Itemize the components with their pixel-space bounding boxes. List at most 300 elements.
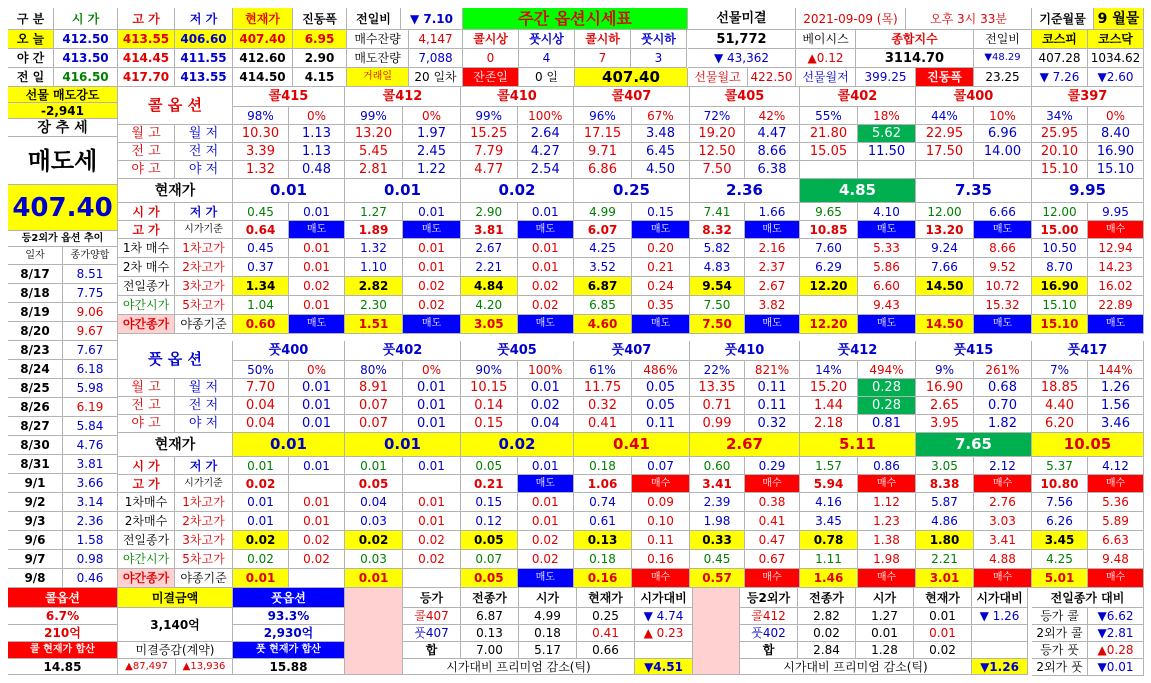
put-strike-7: 풋417	[1032, 341, 1144, 361]
put-nsig-6[interactable]: 매수	[974, 569, 1032, 588]
put-strike-4: 풋410	[690, 341, 800, 361]
put-r2-1: 0.01	[403, 512, 461, 531]
t1-r2-0: 합	[403, 642, 461, 659]
header-open: 시 가	[54, 8, 118, 30]
call-b1-2: 2.67	[461, 239, 518, 258]
call-pc-0: 1.34	[233, 277, 289, 296]
put-r1-7: 5.36	[1088, 493, 1144, 512]
call-pctB-2: 100%	[518, 107, 575, 125]
call-b2-1: 1.10	[345, 258, 403, 277]
call-nc-0: 0.60	[233, 315, 289, 334]
call-ns-3: 6.85	[574, 296, 632, 315]
put-b1-7: 7.56	[1032, 493, 1088, 512]
put-m_lo-4: 0.11	[745, 379, 800, 397]
put-pc-7: 3.45	[1032, 531, 1088, 550]
top-label-2: 전 일	[8, 68, 54, 87]
call-strike-6: 콜400	[916, 87, 1032, 107]
call-sig-1[interactable]: 매도	[403, 221, 461, 239]
put-m_lo-3: 0.05	[632, 379, 690, 397]
call-n_hi-3: 6.86	[574, 161, 632, 179]
hist-val-6: 5.98	[63, 379, 118, 398]
call-p_hi-3: 9.71	[574, 143, 632, 161]
put-pc-label: 전일종가	[118, 531, 175, 550]
call-pctA-0: 98%	[233, 107, 289, 125]
put-m_lo-0: 0.01	[289, 379, 345, 397]
prev-comp-label: 전일비	[974, 30, 1032, 49]
put-n_hi-7: 6.20	[1032, 415, 1088, 433]
call-b2-6: 7.66	[916, 258, 974, 277]
call-nbasis-label: 야종기준	[175, 315, 233, 334]
put-nsig-2[interactable]: 매도	[518, 569, 575, 588]
hist-title: 등2외가 옵션 추이	[8, 231, 118, 247]
call-sig-7[interactable]: 매수	[1088, 221, 1144, 239]
call-pct: 6.7%	[8, 608, 118, 625]
hist-val-8: 5.84	[63, 417, 118, 436]
call-low-0: 0.01	[289, 203, 345, 221]
put-ns-6: 2.21	[916, 550, 974, 569]
put-strike-2: 풋405	[461, 341, 574, 361]
header-range: 진동폭	[293, 8, 347, 30]
put-ns-1: 0.03	[345, 550, 403, 569]
call-n_hi-2: 4.77	[461, 161, 518, 179]
call-low-6: 6.66	[974, 203, 1032, 221]
put-pctA-3: 61%	[574, 361, 632, 379]
put-r2-2: 0.01	[518, 512, 575, 531]
put-ns-4: 0.45	[690, 550, 745, 569]
call-m_lo-2: 2.64	[518, 125, 575, 143]
call-m_hi-3: 17.15	[574, 125, 632, 143]
call-n_hi-0: 1.32	[233, 161, 289, 179]
t2-r1-1: 0.02	[798, 625, 856, 642]
t1-h-2: 시가	[519, 588, 577, 608]
call-r3-7: 16.02	[1088, 277, 1144, 296]
put-nsig-0[interactable]	[289, 569, 345, 588]
call-r2-2: 0.01	[518, 258, 575, 277]
call-low-2: 0.01	[518, 203, 575, 221]
put-low-1: 0.01	[403, 457, 461, 475]
call-r2-4: 2.37	[745, 258, 800, 277]
t1-h-3: 현재가	[577, 588, 635, 608]
put-r2-label: 2차고가	[175, 512, 233, 531]
call-r5-6: 15.32	[974, 296, 1032, 315]
t2-h-4: 시가대비	[972, 588, 1028, 608]
call-nsig-5[interactable]: 매도	[858, 315, 916, 334]
top-open-2: 416.50	[54, 68, 118, 87]
call-open-label: 시 가	[118, 203, 175, 221]
ask-rem-label: 매도잔량	[347, 49, 409, 68]
put-cur-3: 0.41	[574, 433, 690, 457]
t1-h-4: 시가대비	[635, 588, 693, 608]
t2-foot: 시가대비 프리미엄 감소(틱)	[740, 659, 972, 675]
header-prev: 전일비	[347, 8, 401, 30]
call-nsig-2[interactable]: 매도	[518, 315, 575, 334]
put-p_lo-7: 1.56	[1088, 397, 1144, 415]
hist-val-13: 2.36	[63, 512, 118, 531]
put-b2-7: 6.26	[1032, 512, 1088, 531]
put-n_lo-0: 0.01	[289, 415, 345, 433]
top-open-0: 412.50	[54, 30, 118, 49]
put-pc-5: 0.78	[800, 531, 858, 550]
call-r2-3: 0.21	[632, 258, 690, 277]
call-low-label: 저 가	[175, 203, 233, 221]
put-nbasis-label: 야종기준	[175, 569, 233, 588]
call-r5-1: 0.02	[403, 296, 461, 315]
call-low-1: 0.01	[403, 203, 461, 221]
call-sig-5[interactable]: 매도	[858, 221, 916, 239]
call-b1-4: 5.82	[690, 239, 745, 258]
put-sig-2[interactable]: 매도	[518, 475, 575, 493]
call-open-0: 0.45	[233, 203, 289, 221]
hist-date-4: 8/23	[8, 341, 63, 360]
put-r1-6: 2.76	[974, 493, 1032, 512]
top-label-1: 야 간	[8, 49, 54, 68]
call-pc-4: 9.54	[690, 277, 745, 296]
call-m_lo-3: 3.48	[632, 125, 690, 143]
put-r1-3: 0.09	[632, 493, 690, 512]
put-r1-label: 1차고가	[175, 493, 233, 512]
t2-r0-2: 1.27	[856, 608, 914, 625]
put-high-5: 5.94	[800, 475, 858, 493]
call-nsig-3[interactable]: 매도	[632, 315, 690, 334]
put-m_hi-1: 8.91	[345, 379, 403, 397]
call-nc-7: 15.10	[1032, 315, 1088, 334]
put-mon_lo-label: 월 저	[175, 379, 233, 397]
put_dn-val: 3	[631, 49, 687, 68]
put-nsig-5[interactable]: 매수	[858, 569, 916, 588]
put-n_lo-4: 0.32	[745, 415, 800, 433]
put-open-3: 0.18	[574, 457, 632, 475]
put-high-3: 1.06	[574, 475, 632, 493]
call-ns-2: 4.20	[461, 296, 518, 315]
t1-r1-2: 0.18	[519, 625, 577, 642]
call-p_hi-5: 15.05	[800, 143, 858, 161]
put-r2-3: 0.10	[632, 512, 690, 531]
put_up-val: 4	[519, 49, 575, 68]
put-sig-5[interactable]: 매수	[858, 475, 916, 493]
hist-val-2: 9.06	[63, 303, 118, 322]
call-r3-1: 0.02	[403, 277, 461, 296]
put-pc-6: 1.80	[916, 531, 974, 550]
call-opt-label: 콜옵션	[8, 588, 118, 608]
put-r1-4: 0.38	[745, 493, 800, 512]
call-nsig-0[interactable]: 매도	[289, 315, 345, 334]
top-high-2: 417.70	[118, 68, 175, 87]
kospi-val: 407.28	[1032, 49, 1088, 68]
header-cur: 현재가	[233, 8, 293, 30]
top-range-0: 6.95	[293, 30, 347, 49]
put-r3-0: 0.02	[289, 531, 345, 550]
put-n_lo-2: 0.04	[518, 415, 575, 433]
kospi-label: 코스피	[1032, 30, 1088, 49]
top-cur-1: 412.60	[233, 49, 293, 68]
hist-val-7: 6.19	[63, 398, 118, 417]
hist-val-0: 8.51	[63, 265, 118, 284]
hist-val-11: 3.66	[63, 474, 118, 493]
call-sum-val: 14.85	[8, 659, 118, 675]
put-nsig-7[interactable]: 매수	[1088, 569, 1144, 588]
call-sig-3[interactable]: 매도	[632, 221, 690, 239]
put-p_hi-0: 0.04	[233, 397, 289, 415]
call_up-label: 콜시상	[463, 30, 519, 49]
call-cur-2: 0.02	[461, 179, 574, 203]
call-sig-0[interactable]: 매도	[289, 221, 345, 239]
put-b2-4: 1.98	[690, 512, 745, 531]
amt: 3,140억	[118, 608, 233, 642]
call-nsig-1[interactable]: 매도	[403, 315, 461, 334]
put-p_lo-0: 0.01	[289, 397, 345, 415]
t2-r1-4	[972, 625, 1028, 642]
t2-foot-val: ▼1.26	[972, 659, 1028, 675]
call-sig-4[interactable]: 매도	[745, 221, 800, 239]
call-m_hi-4: 19.20	[690, 125, 745, 143]
open-int-chg: ▼ 43,362	[688, 49, 796, 68]
put-r5-1: 0.02	[403, 550, 461, 569]
call-b1-1: 1.32	[345, 239, 403, 258]
hist-val-16: 0.46	[63, 569, 118, 588]
chg-b: ▲13,936	[176, 659, 233, 675]
date-label: 2021-09-09 (목)	[796, 8, 906, 30]
call-n_lo-0: 0.48	[289, 161, 345, 179]
call-r1-6: 8.66	[974, 239, 1032, 258]
put-ns-2: 0.07	[461, 550, 518, 569]
put-pctA-4: 22%	[690, 361, 745, 379]
vib-val: 23.25	[974, 68, 1032, 87]
put-b1-5: 4.16	[800, 493, 858, 512]
cur-center: 407.40	[575, 68, 688, 87]
put-p_hi-3: 0.32	[574, 397, 632, 415]
spacer-a	[345, 588, 403, 675]
hist-date-7: 8/26	[8, 398, 63, 417]
vib-label: 진동폭	[916, 68, 974, 87]
t3-label-2: 등가 풋	[1032, 642, 1088, 659]
put-n_hi-4: 0.99	[690, 415, 745, 433]
put-r5-0: 0.02	[289, 550, 345, 569]
put-nsig-4[interactable]: 매수	[745, 569, 800, 588]
call-strike-3: 콜407	[574, 87, 690, 107]
put-amt: 2,930억	[233, 625, 345, 642]
call-nc-3: 4.60	[574, 315, 632, 334]
put-open-5: 1.57	[800, 457, 858, 475]
month-select[interactable]: 9 월물	[1094, 8, 1144, 30]
put-r5-7: 9.48	[1088, 550, 1144, 569]
call-r5-4: 3.82	[745, 296, 800, 315]
page-title: 주간 옵션시세표	[463, 8, 688, 30]
t2-r0-0: 콜412	[740, 608, 798, 625]
put-high-6: 8.38	[916, 475, 974, 493]
call-nc-label: 야간종가	[118, 315, 175, 334]
put-nc-1: 0.01	[345, 569, 403, 588]
put-cur-6: 7.65	[916, 433, 1032, 457]
hist-date-0: 8/17	[8, 265, 63, 284]
put-sig-4[interactable]: 매수	[745, 475, 800, 493]
put-cur-4: 2.67	[690, 433, 800, 457]
put_dn-label: 풋시하	[631, 30, 687, 49]
hist-date-8: 8/27	[8, 417, 63, 436]
call-m_hi-2: 15.25	[461, 125, 518, 143]
put-title: 풋 옵 션	[118, 341, 233, 379]
call-ns-5	[800, 296, 858, 315]
call-strike-0: 콜415	[233, 87, 345, 107]
put-b1-6: 5.87	[916, 493, 974, 512]
put-r2-5: 1.23	[858, 512, 916, 531]
hist-val-1: 7.75	[63, 284, 118, 303]
kosdaq-val: 1034.62	[1088, 49, 1144, 68]
call-strike-4: 콜405	[690, 87, 800, 107]
t3-val-3: ▼0.01	[1088, 659, 1144, 676]
put-sig-7[interactable]: 매수	[1088, 475, 1144, 493]
call-r3-3: 0.24	[632, 277, 690, 296]
call-nc-5: 12.20	[800, 315, 858, 334]
call-r2-label: 2차고가	[175, 258, 233, 277]
put-p_hi-6: 2.65	[916, 397, 974, 415]
call-m_lo-1: 1.97	[403, 125, 461, 143]
call-pctB-5: 18%	[858, 107, 916, 125]
put-strike-5: 풋412	[800, 341, 916, 361]
put-nc-7: 5.01	[1032, 569, 1088, 588]
put-prv_hi-label: 전 고	[118, 397, 175, 415]
call-ngt_lo-label: 야 저	[175, 161, 233, 179]
call-p_lo-6: 14.00	[974, 143, 1032, 161]
put-nsig-1[interactable]	[403, 569, 461, 588]
call-pctB-1: 0%	[403, 107, 461, 125]
put-cur-5: 5.11	[800, 433, 916, 457]
call-high-4: 8.32	[690, 221, 745, 239]
put-m_hi-0: 7.70	[233, 379, 289, 397]
put-r3-2: 0.02	[518, 531, 575, 550]
put-high-0: 0.02	[233, 475, 289, 493]
t2-r2-2: 1.28	[856, 642, 914, 659]
call-pctA-7: 34%	[1032, 107, 1088, 125]
put-low-label: 저 가	[175, 457, 233, 475]
t2-h-2: 시가	[856, 588, 914, 608]
top-high-0: 413.55	[118, 30, 175, 49]
call-b1-label: 1차 매수	[118, 239, 175, 258]
call-sig-2[interactable]: 매도	[518, 221, 575, 239]
call-sig-6[interactable]: 매도	[974, 221, 1032, 239]
hist-val-9: 4.76	[63, 436, 118, 455]
hist-date-16: 9/8	[8, 569, 63, 588]
put-b1-label: 1차매수	[118, 493, 175, 512]
hist-date-1: 8/18	[8, 284, 63, 303]
put-cur-2: 0.02	[461, 433, 574, 457]
call-pctA-5: 55%	[800, 107, 858, 125]
put-n_lo-6: 1.82	[974, 415, 1032, 433]
put-b1-2: 0.15	[461, 493, 518, 512]
top-cur-0: 407.40	[233, 30, 293, 49]
t1-h-0: 등가	[403, 588, 461, 608]
put-sig-0[interactable]	[289, 475, 345, 493]
put-low-4: 0.29	[745, 457, 800, 475]
call-pc-7: 16.90	[1032, 277, 1088, 296]
hist-date-13: 9/3	[8, 512, 63, 531]
call-r2-1: 0.01	[403, 258, 461, 277]
put-strike-6: 풋415	[916, 341, 1032, 361]
call-p_lo-0: 1.13	[289, 143, 345, 161]
put-nsig-3[interactable]: 매수	[632, 569, 690, 588]
put-pctB-4: 821%	[745, 361, 800, 379]
put-b2-2: 0.12	[461, 512, 518, 531]
t3-label-1: 2외가 콜	[1032, 625, 1088, 642]
put-high-4: 3.41	[690, 475, 745, 493]
t3-val-2: ▲0.28	[1088, 642, 1144, 659]
put-n_lo-7: 3.46	[1088, 415, 1144, 433]
call-nc-2: 3.05	[461, 315, 518, 334]
call-n_hi-7: 15.10	[1032, 161, 1088, 179]
hist-val-12: 3.14	[63, 493, 118, 512]
put-n_hi-1: 0.07	[345, 415, 403, 433]
put-n_hi-2: 0.15	[461, 415, 518, 433]
put-r1-2: 0.01	[518, 493, 575, 512]
put-r2-7: 5.89	[1088, 512, 1144, 531]
put-r1-0: 0.01	[289, 493, 345, 512]
hist-date-9: 8/30	[8, 436, 63, 455]
put-n_lo-1: 0.01	[403, 415, 461, 433]
call-nsig-7[interactable]: 매도	[1088, 315, 1144, 334]
call-p_hi-7: 20.10	[1032, 143, 1088, 161]
hist-date-14: 9/6	[8, 531, 63, 550]
t1-r0-3: 0.25	[577, 608, 635, 625]
put-open-7: 5.37	[1032, 457, 1088, 475]
put-pctA-1: 80%	[345, 361, 403, 379]
put-r3-4: 0.47	[745, 531, 800, 550]
put-sig-3[interactable]: 매수	[632, 475, 690, 493]
call-n_hi-6	[916, 161, 974, 179]
put-n_hi-6: 3.95	[916, 415, 974, 433]
call-pc-5: 12.20	[800, 277, 858, 296]
top-open-1: 413.50	[54, 49, 118, 68]
hist-date-5: 8/24	[8, 360, 63, 379]
put-pctB-2: 100%	[518, 361, 575, 379]
put-open-2: 0.05	[461, 457, 518, 475]
call-n_lo-1: 1.22	[403, 161, 461, 179]
put-sig-1[interactable]	[403, 475, 461, 493]
call-nc-6: 14.50	[916, 315, 974, 334]
t3-header: 전일종가 대비	[1032, 588, 1144, 608]
put-r3-3: 0.11	[632, 531, 690, 550]
call-high-0: 0.64	[233, 221, 289, 239]
composite-val: 3114.70	[856, 49, 974, 68]
call-p_hi-0: 3.39	[233, 143, 289, 161]
put-m_lo-6: 0.68	[974, 379, 1032, 397]
call-n_hi-5	[800, 161, 858, 179]
call-b2-2: 2.21	[461, 258, 518, 277]
put-high-label: 고 가	[118, 475, 175, 493]
call-p_lo-7: 16.90	[1088, 143, 1144, 161]
call-p_hi-4: 12.50	[690, 143, 745, 161]
call-pctA-1: 99%	[345, 107, 403, 125]
call-b2-label: 2차 매수	[118, 258, 175, 277]
put-high-7: 10.80	[1032, 475, 1088, 493]
put-p_lo-2: 0.02	[518, 397, 575, 415]
put-open-label: 시 가	[118, 457, 175, 475]
call-nc-1: 1.51	[345, 315, 403, 334]
kosdaq-chg: ▼2.60	[1088, 68, 1144, 87]
call-n_hi-1: 2.81	[345, 161, 403, 179]
call-b2-5: 6.29	[800, 258, 858, 277]
call-pctB-7: 0%	[1088, 107, 1144, 125]
hist-date-3: 8/20	[8, 322, 63, 341]
put-sig-6[interactable]: 매수	[974, 475, 1032, 493]
put-sum-val: 15.88	[233, 659, 345, 675]
call-nsig-4[interactable]: 매도	[745, 315, 800, 334]
call-cur-1: 0.01	[345, 179, 461, 203]
call-b1-6: 9.24	[916, 239, 974, 258]
call-nsig-6[interactable]: 매도	[974, 315, 1032, 334]
put-pctB-5: 494%	[858, 361, 916, 379]
call-amt: 210억	[8, 625, 118, 642]
put-m_hi-3: 11.75	[574, 379, 632, 397]
call-r3-5: 6.60	[858, 277, 916, 296]
